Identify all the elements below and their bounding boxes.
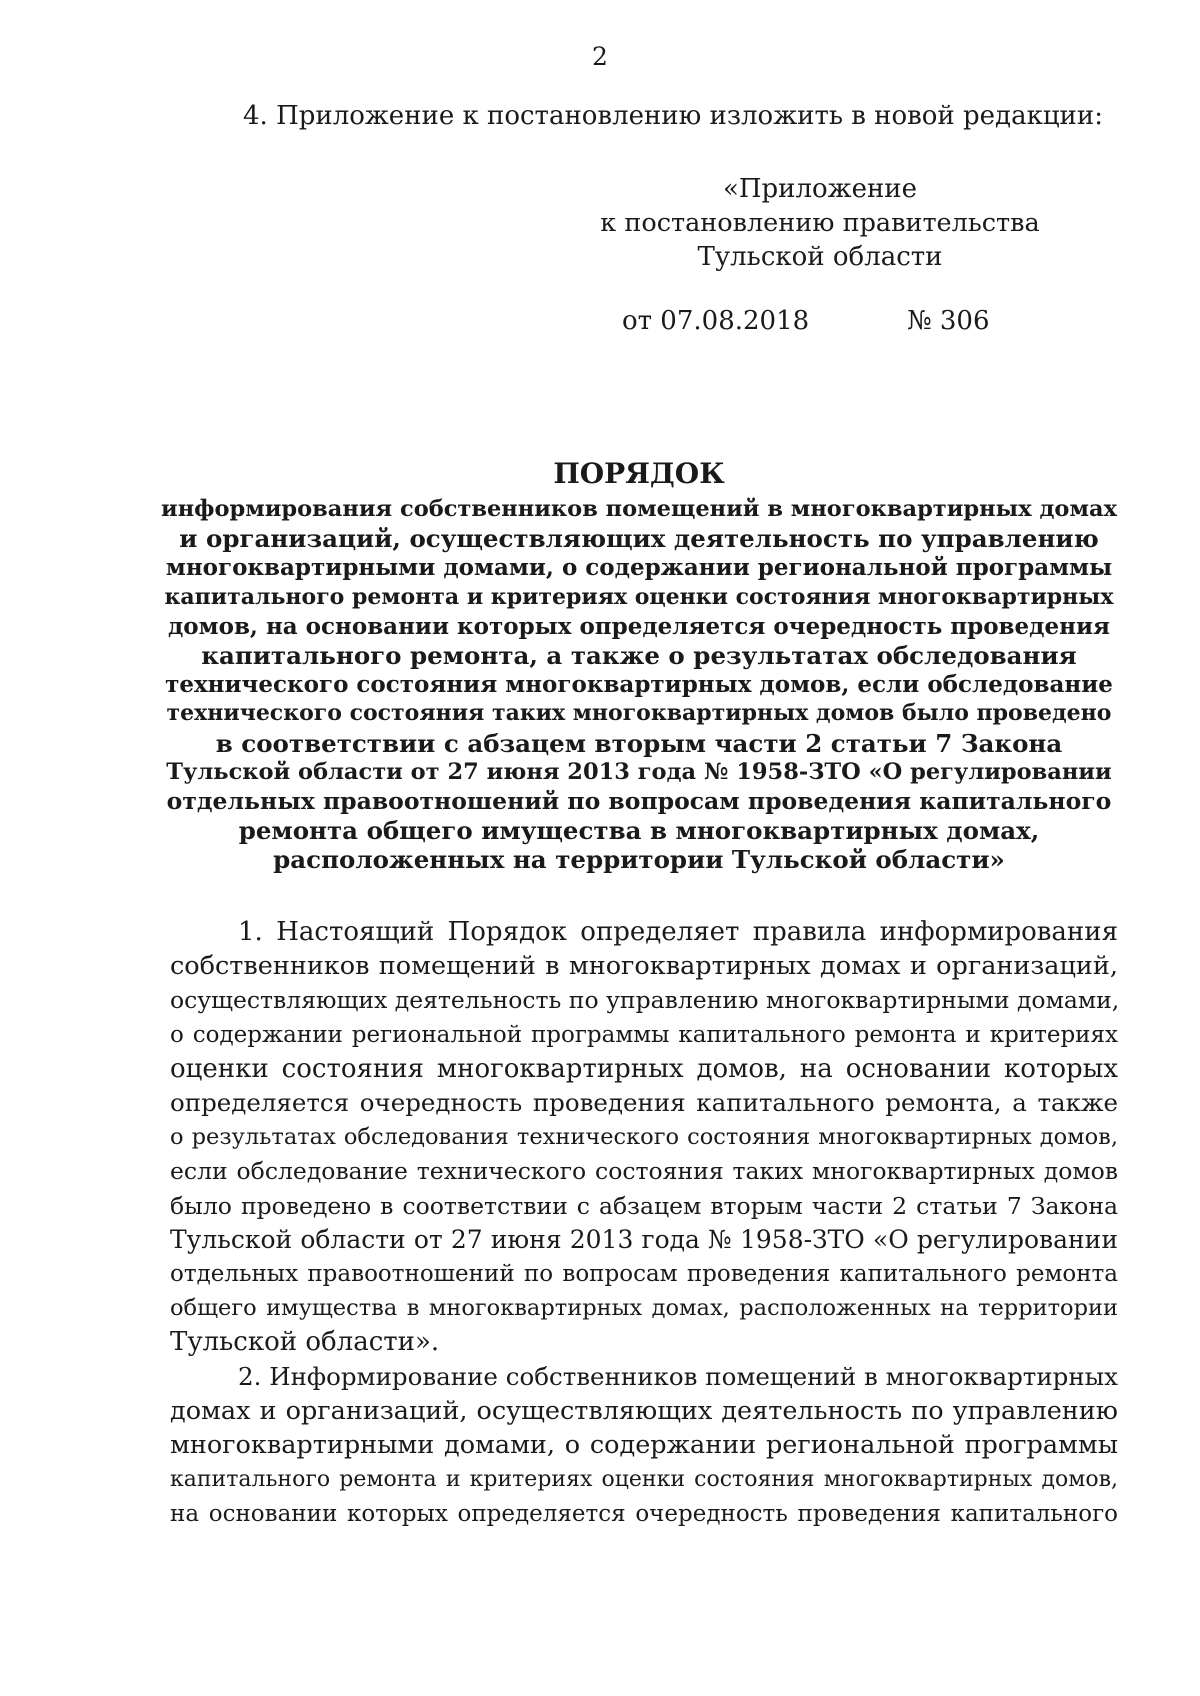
- subtitle-line: и организаций, осуществляющих деятельность по управлению: [179, 524, 1099, 554]
- paragraph-line: на основании которых определяется очередность проведения капитального: [170, 1500, 1118, 1527]
- paragraph-line: было проведено в соответствии с абзацем вторым части 2 статьи 7 Закона: [170, 1191, 1118, 1220]
- resolution-date: от 07.08.2018: [622, 306, 810, 336]
- paragraph-line: если обследование технического состояния таких многоквартирных домов: [170, 1157, 1118, 1186]
- subtitle-line: расположенных на территории Тульской области»: [273, 845, 1005, 875]
- paragraph-line: 1. Настоящий Порядок определяет правила информирования: [238, 917, 1118, 947]
- document-title: ПОРЯДОК: [553, 457, 725, 490]
- subtitle-line: Тульской области от 27 июня 2013 года № 1958-ЗТО «О регулировании: [166, 758, 1112, 785]
- subtitle-line: технического состояния многоквартирных домов, если обследование: [165, 671, 1113, 699]
- appendix-header-line: «Приложение: [722, 174, 918, 204]
- subtitle-line: многоквартирными домами, о содержании региональной программы: [165, 554, 1113, 582]
- paragraph-line: отдельных правоотношений по вопросам проведения капитального ремонта: [170, 1261, 1118, 1288]
- paragraph-line: определяется очередность проведения капитального ремонта, а также: [170, 1088, 1118, 1118]
- subtitle-line: информирования собственников помещений в многоквартирных домах: [161, 496, 1117, 522]
- appendix-header-line: Тульской области: [697, 242, 943, 272]
- paragraph-line: Тульской области от 27 июня 2013 года № 1958-ЗТО «О регулировании: [170, 1224, 1118, 1254]
- subtitle-line: домов, на основании которых определяется очередность проведения: [167, 612, 1111, 640]
- paragraph-line: Тульской области».: [170, 1327, 440, 1358]
- paragraph-line: домах и организаций, осуществляющих деятельность по управлению: [170, 1396, 1118, 1427]
- paragraph-line: 2. Информирование собственников помещений в многоквартирных: [238, 1362, 1118, 1391]
- paragraph-line: собственников помещений в многоквартирных домах и организаций,: [170, 951, 1118, 982]
- resolution-date-line: [622, 305, 1122, 337]
- paragraph-line: общего имущества в многоквартирных домах, расположенных на территории: [170, 1295, 1118, 1322]
- subtitle-line: технического состояния таких многоквартирных домов было проведено: [166, 700, 1112, 727]
- appendix-header-line: к постановлению правительства: [600, 208, 1040, 238]
- paragraph-line: осуществляющих деятельность по управлению многоквартирными домами,: [170, 986, 1120, 1015]
- paragraph-1: [170, 915, 1118, 1360]
- page-number: 2: [592, 42, 608, 71]
- subtitle-line: капитального ремонта и критериях оценки состояния многоквартирных: [164, 583, 1114, 610]
- paragraph-2: [170, 1360, 1118, 1531]
- resolution-number: № 306: [907, 306, 990, 336]
- subtitle-line: отдельных правоотношений по вопросам проведения капитального: [166, 787, 1112, 816]
- paragraph-line: о результатах обследования технического состояния многоквартирных домов,: [170, 1124, 1118, 1151]
- paragraph-line: капитального ремонта и критериях оценки состояния многоквартирных домов,: [170, 1466, 1118, 1492]
- amendment-intro: 4. Приложение к постановлению изложить в новой редакции:: [243, 101, 1103, 131]
- subtitle-line: в соответствии с абзацем вторым части 2 статьи 7 Закона: [215, 728, 1063, 758]
- subtitle-line: капитального ремонта, а также о результатах обследования: [201, 641, 1077, 671]
- document-subtitle: [160, 495, 1118, 875]
- paragraph-line: о содержании региональной программы капитального ремонта и критериях: [170, 1021, 1118, 1048]
- paragraph-line: оценки состояния многоквартирных домов, на основании которых: [170, 1053, 1118, 1084]
- paragraph-line: многоквартирными домами, о содержании региональной программы: [170, 1430, 1118, 1461]
- subtitle-line: ремонта общего имущества в многоквартирных домах,: [238, 816, 1040, 846]
- appendix-header: [600, 172, 1040, 274]
